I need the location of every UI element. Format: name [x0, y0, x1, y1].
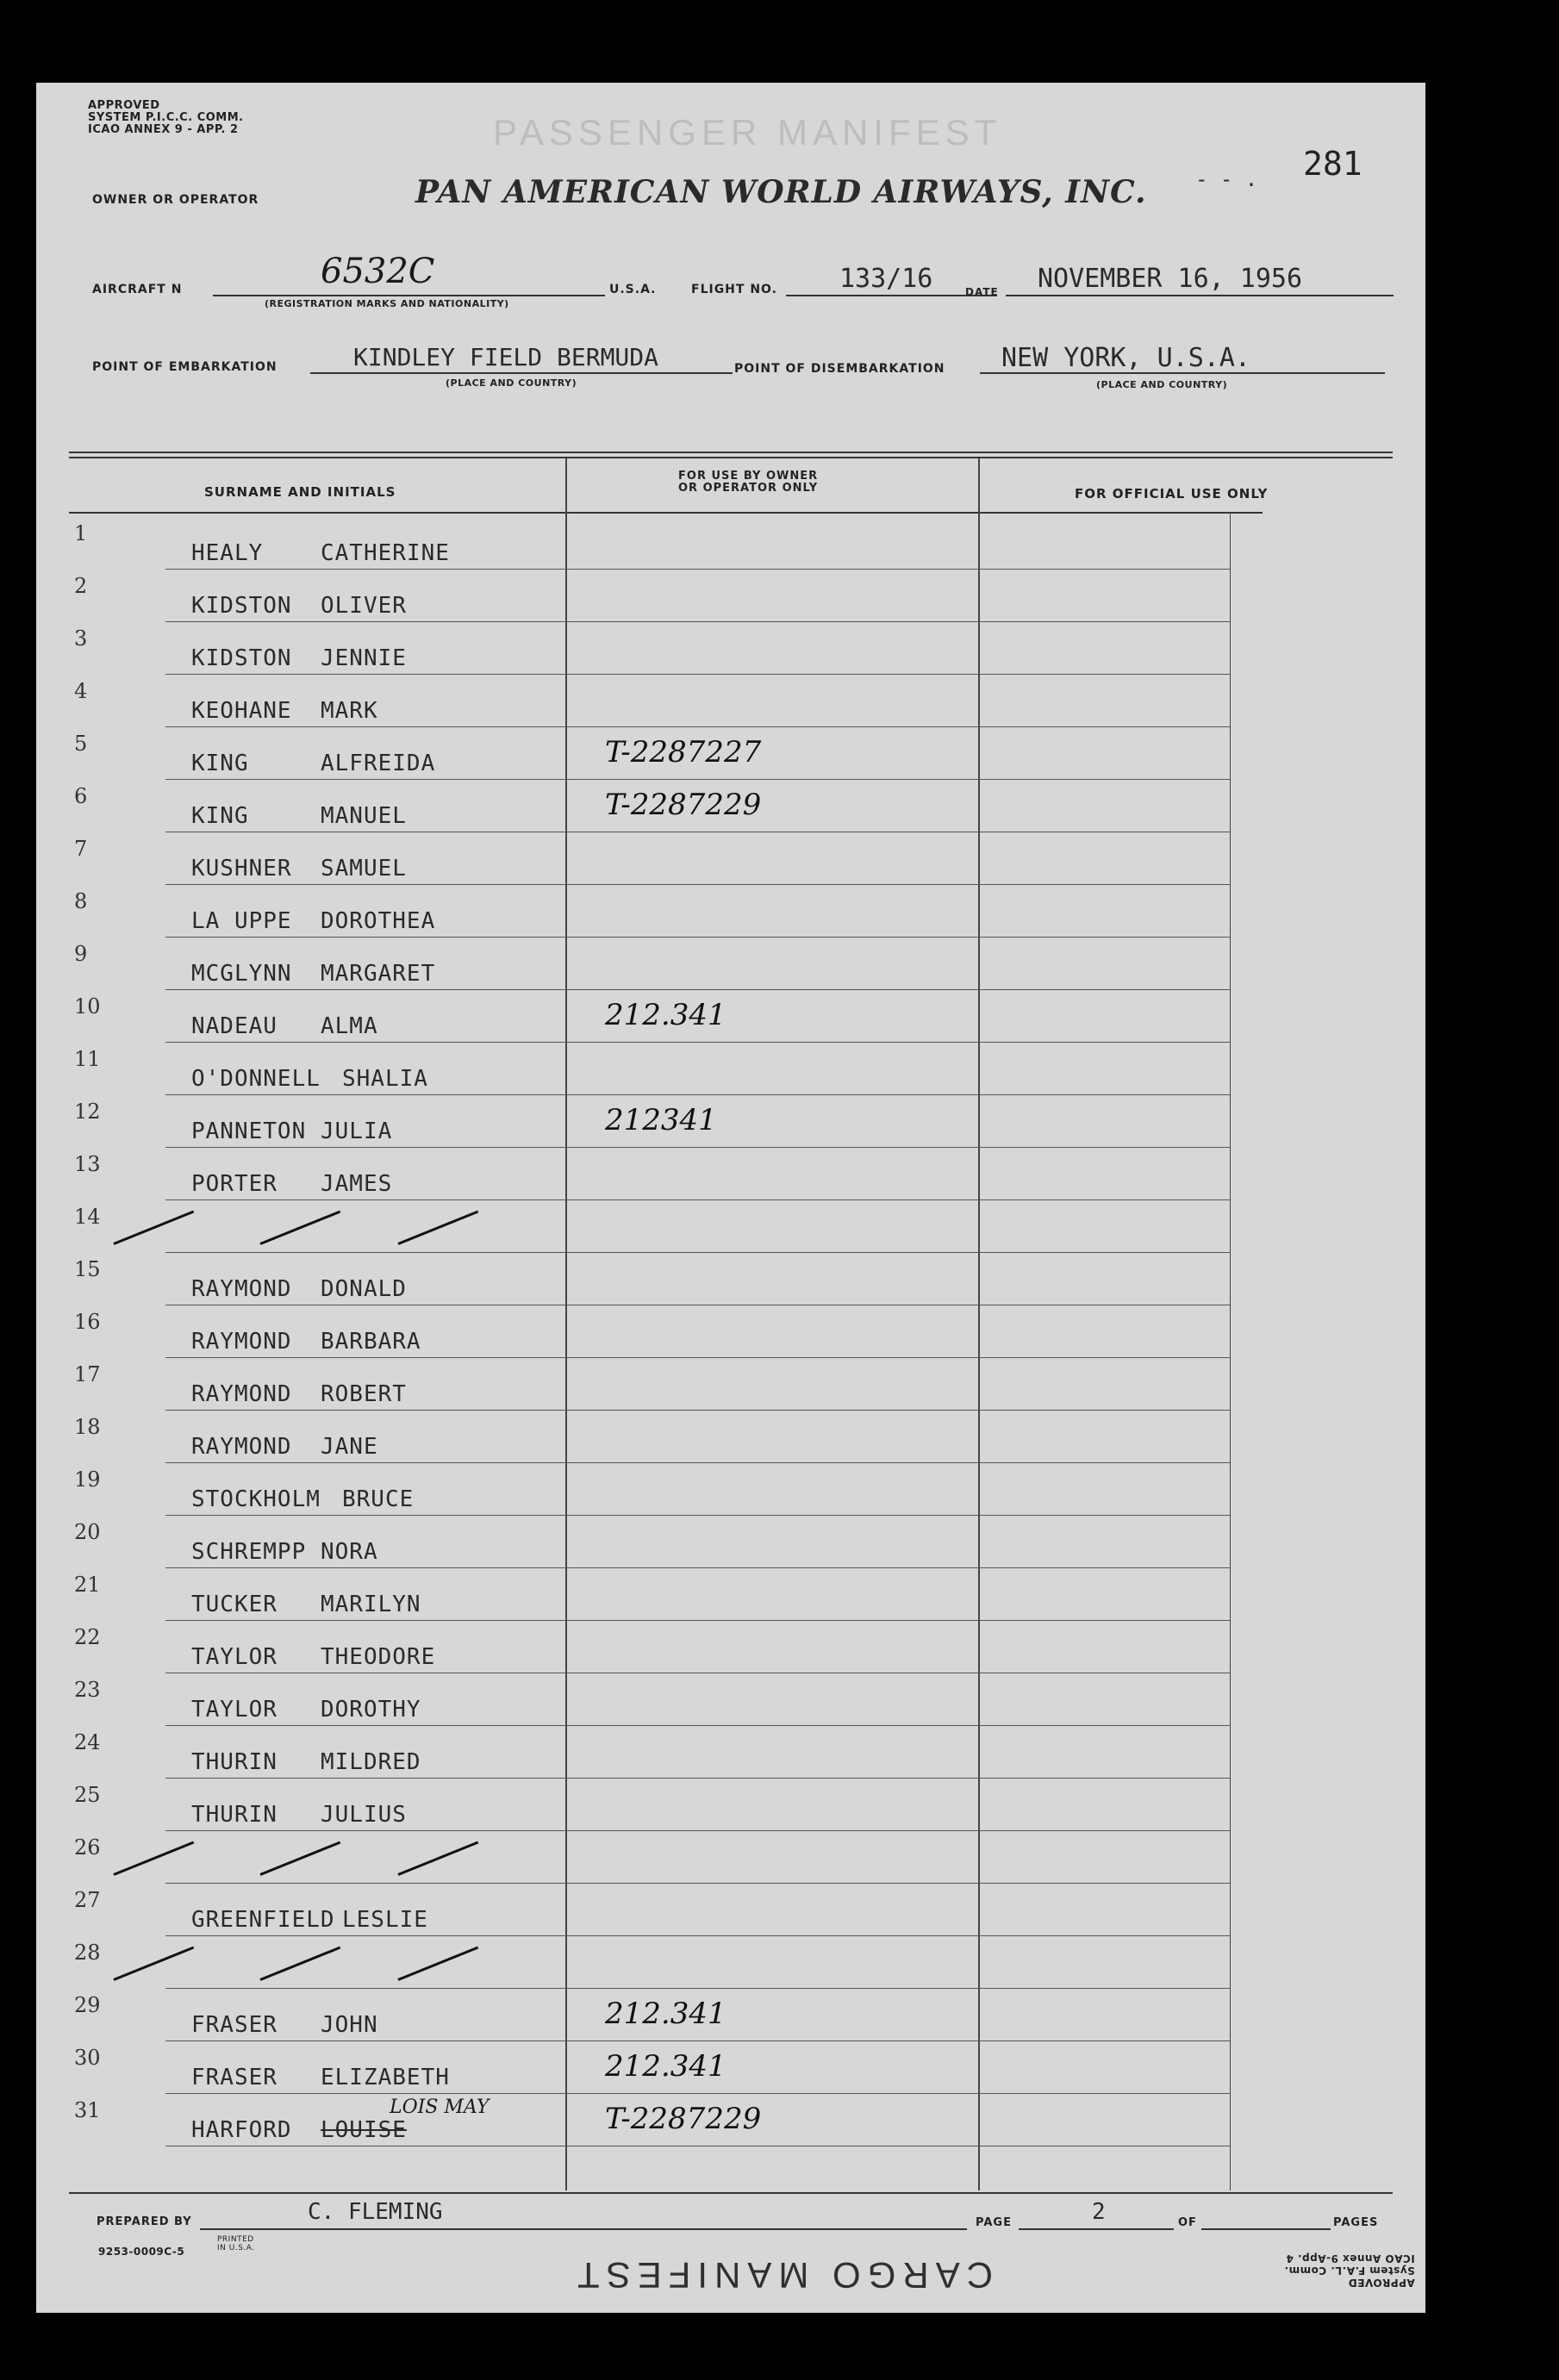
- of-label: OF: [1178, 2216, 1197, 2229]
- passenger-surname: NADEAU: [191, 1013, 278, 1039]
- table-row: [36, 991, 1425, 1044]
- row-number: 19: [74, 1467, 101, 1492]
- table-top-rule-2: [69, 457, 1393, 458]
- pages-label: PAGES: [1333, 2216, 1379, 2229]
- passenger-given-name: MILDRED: [321, 1749, 421, 1775]
- row-rule: [165, 1567, 1230, 1568]
- row-rule: [165, 1725, 1230, 1726]
- passenger-surname: KEOHANE: [191, 698, 292, 724]
- row-number: 7: [74, 837, 88, 861]
- passenger-given-name: CATHERINE: [321, 540, 450, 566]
- strike-slash: [113, 1211, 194, 1245]
- page-label: PAGE: [976, 2216, 1012, 2229]
- embark-value: KINDLEY FIELD BERMUDA: [353, 343, 659, 371]
- strike-slash: [259, 1841, 340, 1876]
- row-number: 25: [74, 1783, 101, 1807]
- embark-underline: [310, 372, 733, 374]
- header-rule: [69, 512, 1263, 514]
- row-rule: [165, 1252, 1230, 1253]
- passenger-given-name: BARBARA: [321, 1329, 421, 1355]
- table-row: [36, 1254, 1425, 1306]
- passenger-surname: KUSHNER: [191, 856, 292, 882]
- passenger-given-name: DOROTHY: [321, 1697, 421, 1723]
- page-underline: [1019, 2228, 1174, 2230]
- given-name-correction: LOIS MAY: [390, 2097, 490, 2118]
- aircraft-value: 6532C: [321, 252, 435, 291]
- passenger-surname: KIDSTON: [191, 645, 292, 671]
- strike-slash: [259, 1211, 340, 1245]
- row-rule: [165, 779, 1230, 780]
- row-number: 14: [74, 1205, 101, 1229]
- row-rule: [165, 884, 1230, 885]
- approved-line-2: SYSTEM P.I.C.C. COMM.: [88, 111, 244, 124]
- owner-use-entry: T-2287227: [605, 735, 762, 769]
- row-rule: [165, 569, 1230, 570]
- row-rule: [165, 1462, 1230, 1463]
- passenger-surname: MCGLYNN: [191, 961, 292, 987]
- inverted-approved-line-3: ICAO Annex 9-App. 4: [1285, 2252, 1415, 2265]
- table-row: [36, 781, 1425, 833]
- date-underline: [1006, 295, 1394, 296]
- passenger-given-name: JAMES: [321, 1171, 393, 1197]
- passenger-surname: RAYMOND: [191, 1276, 292, 1302]
- approved-stamp: [88, 100, 244, 136]
- row-number: 20: [74, 1520, 101, 1544]
- row-rule: [165, 1094, 1230, 1095]
- strike-slash: [113, 1947, 194, 1981]
- row-rule: [165, 1515, 1230, 1516]
- date-label: DATE: [965, 286, 999, 298]
- aircraft-label: AIRCRAFT N: [92, 283, 183, 296]
- passenger-given-name: JOHN: [321, 2012, 378, 2038]
- table-row: [36, 1990, 1425, 2042]
- table-row: [36, 1937, 1425, 1990]
- row-rule: [165, 1935, 1230, 1936]
- passenger-given-name: MARGARET: [321, 961, 436, 987]
- row-rule: [165, 1199, 1230, 1200]
- passenger-surname: THURIN: [191, 1802, 278, 1828]
- table-row: [36, 886, 1425, 938]
- passenger-given-name: DONALD: [321, 1276, 407, 1302]
- dash-mark: - - .: [1195, 167, 1258, 191]
- owner-label: OWNER OR OPERATOR: [92, 193, 259, 207]
- row-number: 13: [74, 1152, 101, 1176]
- inverted-approved-line-1: APPROVED: [1348, 2277, 1415, 2289]
- of-underline: [1201, 2228, 1331, 2230]
- column-header-surname: SURNAME AND INITIALS: [204, 484, 396, 500]
- passenger-given-name: LOUISE: [321, 2117, 407, 2143]
- aircraft-sublabel: (REGISTRATION MARKS AND NATIONALITY): [265, 298, 509, 309]
- column-header-official-use: FOR OFFICIAL USE ONLY: [1075, 486, 1269, 502]
- table-row: [36, 1569, 1425, 1622]
- table-row: [36, 2042, 1425, 2095]
- owner-use-entry: T-2287229: [605, 788, 762, 822]
- owner-use-entry: 212341: [605, 1103, 717, 1137]
- row-number: 5: [74, 732, 88, 756]
- flight-label: FLIGHT NO.: [691, 283, 777, 296]
- column-header-owner-use: [678, 470, 818, 495]
- row-rule: [165, 1357, 1230, 1358]
- row-number: 26: [74, 1835, 101, 1860]
- row-number: 8: [74, 889, 88, 913]
- passenger-surname: FRASER: [191, 2012, 278, 2038]
- row-number: 16: [74, 1310, 101, 1334]
- passenger-given-name: JANE: [321, 1434, 378, 1460]
- owner-use-entry: T-2287229: [605, 2102, 762, 2136]
- table-row: [36, 728, 1425, 781]
- owner-use-entry: 212.341: [605, 2049, 726, 2084]
- row-number: 15: [74, 1257, 101, 1281]
- inverted-approved-stamp: [1284, 2252, 1415, 2289]
- row-rule: [165, 1042, 1230, 1043]
- passenger-surname: TUCKER: [191, 1592, 278, 1617]
- passenger-given-name: DOROTHEA: [321, 908, 436, 934]
- owner-use-entry: 212.341: [605, 1997, 726, 2031]
- row-number: 17: [74, 1362, 101, 1386]
- passenger-surname: HEALY: [191, 540, 264, 566]
- row-rule: [165, 1778, 1230, 1779]
- row-rule: [165, 1883, 1230, 1884]
- row-number: 10: [74, 994, 101, 1019]
- passenger-given-name: MARK: [321, 698, 378, 724]
- passenger-surname: KING: [191, 803, 249, 829]
- inverted-approved-line-2: System F.A.L. Comm.: [1284, 2265, 1415, 2277]
- row-rule: [165, 1410, 1230, 1411]
- passenger-surname: PORTER: [191, 1171, 278, 1197]
- passenger-given-name: MARILYN: [321, 1592, 421, 1617]
- form-number: 9253-0009C-5: [98, 2246, 185, 2258]
- footer-rule: [69, 2192, 1393, 2194]
- table-row: [36, 1832, 1425, 1885]
- row-number: 3: [74, 626, 88, 651]
- embark-sublabel: (PLACE AND COUNTRY): [446, 377, 577, 389]
- passenger-surname: FRASER: [191, 2065, 278, 2090]
- passenger-surname: THURIN: [191, 1749, 278, 1775]
- strike-slash: [397, 1947, 478, 1981]
- table-row: [36, 1201, 1425, 1254]
- page-value: 2: [1092, 2199, 1106, 2225]
- row-rule: [165, 1620, 1230, 1621]
- passenger-surname: KING: [191, 751, 249, 776]
- aircraft-underline: [213, 295, 605, 296]
- passenger-given-name: ALFREIDA: [321, 751, 436, 776]
- printed-stamp: PRINTED IN U.S.A.: [217, 2235, 255, 2252]
- row-rule: [165, 937, 1230, 938]
- table-row: [36, 1411, 1425, 1464]
- row-number: 18: [74, 1415, 101, 1439]
- row-rule: [165, 674, 1230, 675]
- table-row: [36, 1727, 1425, 1779]
- approved-line-1: APPROVED: [88, 99, 160, 112]
- row-number: 21: [74, 1573, 101, 1597]
- embark-label: POINT OF EMBARKATION: [92, 360, 278, 374]
- disembark-sublabel: (PLACE AND COUNTRY): [1096, 379, 1228, 390]
- table-row: [36, 518, 1425, 570]
- row-number: 29: [74, 1993, 101, 2017]
- table-top-rule: [69, 452, 1393, 453]
- passenger-given-name: NORA: [321, 1539, 378, 1565]
- row-number: 6: [74, 784, 88, 808]
- passenger-given-name: SHALIA: [342, 1066, 428, 1092]
- strike-slash: [259, 1947, 340, 1981]
- passenger-surname: TAYLOR: [191, 1697, 278, 1723]
- passenger-given-name: JULIA: [321, 1118, 393, 1144]
- table-row: [36, 1306, 1425, 1359]
- row-rule: [165, 1830, 1230, 1831]
- passenger-given-name: JENNIE: [321, 645, 407, 671]
- passenger-surname: LA UPPE: [191, 908, 292, 934]
- inverted-title: CARGO MANIFEST: [571, 2255, 994, 2296]
- table-row: [36, 1885, 1425, 1937]
- page-title: PASSENGER MANIFEST: [493, 112, 1002, 153]
- row-rule: [165, 1988, 1230, 1989]
- row-number: 9: [74, 942, 88, 966]
- passenger-surname: STOCKHOLM: [191, 1486, 321, 1512]
- manifest-sheet: [36, 83, 1425, 2313]
- row-number: 1: [74, 521, 88, 545]
- table-row: [36, 938, 1425, 991]
- passenger-surname: O'DONNELL: [191, 1066, 321, 1092]
- table-row: [36, 833, 1425, 886]
- row-number: 24: [74, 1730, 101, 1754]
- passenger-given-name: LESLIE: [342, 1907, 428, 1933]
- table-row: [36, 2095, 1425, 2147]
- page-number: 281: [1303, 145, 1363, 183]
- approved-line-3: ICAO ANNEX 9 - APP. 2: [88, 123, 239, 136]
- passenger-surname: KIDSTON: [191, 593, 292, 619]
- table-row: [36, 1622, 1425, 1674]
- owner-use-line-1: FOR USE BY OWNER: [678, 470, 819, 483]
- row-rule: [165, 621, 1230, 622]
- row-number: 11: [74, 1047, 101, 1071]
- passenger-surname: HARFORD: [191, 2117, 292, 2143]
- row-number: 31: [74, 2098, 101, 2122]
- passenger-surname: TAYLOR: [191, 1644, 278, 1670]
- table-row: [36, 1359, 1425, 1411]
- passenger-given-name: OLIVER: [321, 593, 407, 619]
- owner-use-entry: 212.341: [605, 998, 726, 1032]
- passenger-given-name: ROBERT: [321, 1381, 407, 1407]
- passenger-given-name: SAMUEL: [321, 856, 407, 882]
- passenger-surname: RAYMOND: [191, 1434, 292, 1460]
- prepared-underline: [200, 2228, 967, 2230]
- disembark-label: POINT OF DISEMBARKATION: [734, 362, 945, 376]
- row-number: 30: [74, 2046, 101, 2070]
- passenger-given-name: ALMA: [321, 1013, 378, 1039]
- row-rule: [165, 1147, 1230, 1148]
- passenger-given-name: MANUEL: [321, 803, 407, 829]
- row-rule: [165, 726, 1230, 727]
- passenger-surname: SCHREMPP: [191, 1539, 307, 1565]
- table-row: [36, 1149, 1425, 1201]
- table-row: [36, 1096, 1425, 1149]
- table-row: [36, 1779, 1425, 1832]
- table-row: [36, 676, 1425, 728]
- passenger-given-name: ELIZABETH: [321, 2065, 450, 2090]
- passenger-surname: RAYMOND: [191, 1329, 292, 1355]
- row-rule: [165, 2040, 1230, 2041]
- row-number: 2: [74, 574, 88, 598]
- usa-label: U.S.A.: [609, 283, 657, 296]
- passenger-given-name: BRUCE: [342, 1486, 415, 1512]
- prepared-label: PREPARED BY: [97, 2215, 192, 2228]
- row-number: 22: [74, 1625, 101, 1649]
- passenger-surname: GREENFIELD: [191, 1907, 335, 1933]
- row-rule: [165, 2093, 1230, 2094]
- strike-slash: [113, 1841, 194, 1876]
- disembark-value: NEW YORK, U.S.A.: [1001, 343, 1250, 373]
- row-number: 23: [74, 1678, 101, 1702]
- table-row: [36, 1517, 1425, 1569]
- passenger-given-name: JULIUS: [321, 1802, 407, 1828]
- strike-slash: [397, 1841, 478, 1876]
- flight-value: 133/16: [839, 264, 933, 294]
- table-row: [36, 623, 1425, 676]
- passenger-surname: RAYMOND: [191, 1381, 292, 1407]
- passenger-given-name: THEODORE: [321, 1644, 436, 1670]
- row-number: 4: [74, 679, 88, 703]
- owner-use-line-2: OR OPERATOR ONLY: [678, 482, 819, 495]
- row-number: 12: [74, 1100, 101, 1124]
- strike-slash: [397, 1211, 478, 1245]
- passenger-surname: PANNETON: [191, 1118, 307, 1144]
- table-row: [36, 1674, 1425, 1727]
- row-number: 28: [74, 1941, 101, 1965]
- prepared-value: C. FLEMING: [308, 2199, 443, 2225]
- table-row: [36, 570, 1425, 623]
- table-row: [36, 1464, 1425, 1517]
- table-row: [36, 1044, 1425, 1096]
- row-number: 27: [74, 1888, 101, 1912]
- date-value: NOVEMBER 16, 1956: [1038, 264, 1303, 294]
- row-rule: [165, 989, 1230, 990]
- owner-value: PAN AMERICAN WORLD AIRWAYS, INC.: [415, 174, 1147, 210]
